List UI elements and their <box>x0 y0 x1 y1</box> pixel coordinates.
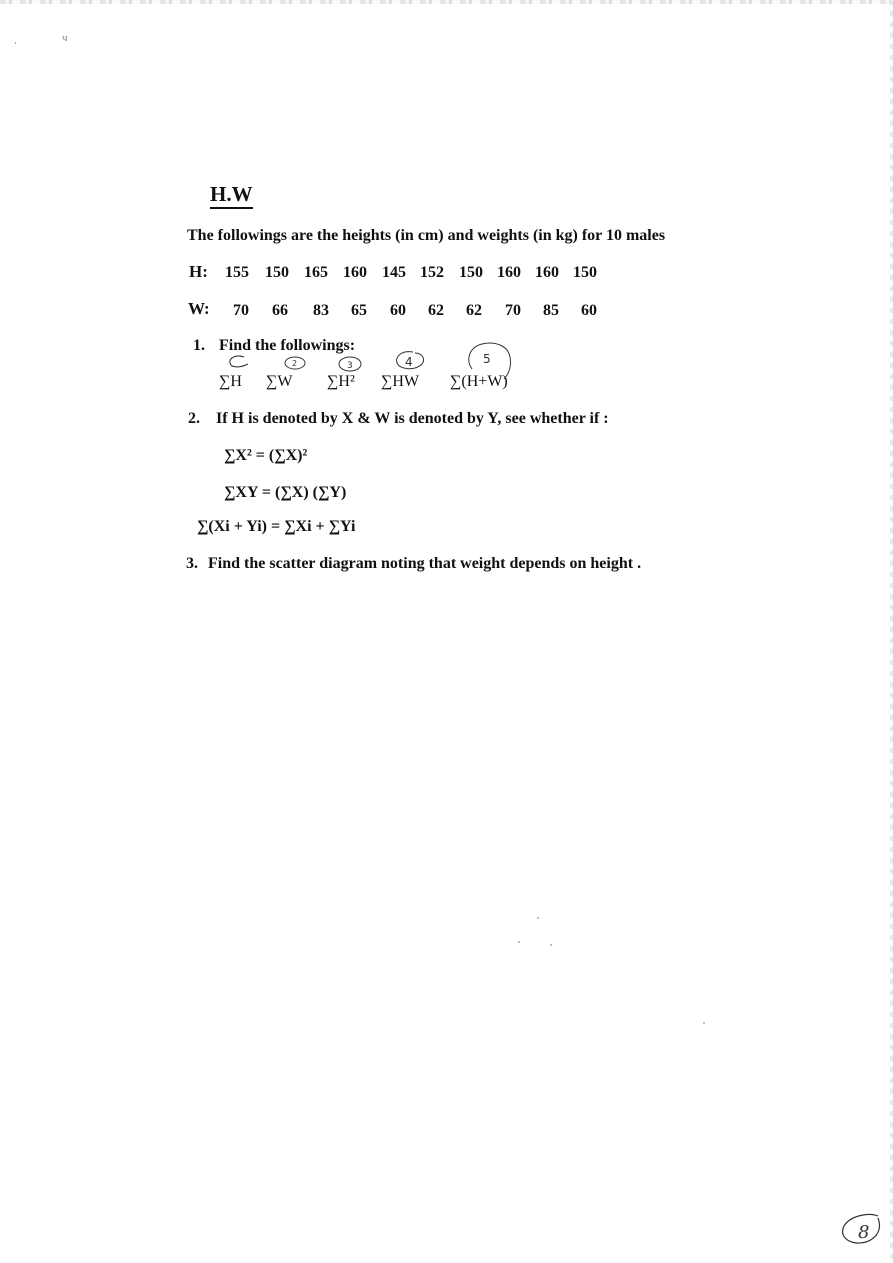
height-value: 160 <box>343 264 367 281</box>
q2-text: If H is denoted by X & W is denoted by Y, see whether if : <box>216 410 609 427</box>
intro-text: The followings are the heights (in cm) and weights (in kg) for 10 males <box>187 227 666 244</box>
height-value: 152 <box>420 264 444 281</box>
handwritten-circle-mark <box>337 355 363 373</box>
handwritten-circle-mark <box>393 349 427 373</box>
scan-edge-top <box>0 0 893 4</box>
weight-value: 62 <box>428 302 444 319</box>
weights-label: W: <box>188 299 210 318</box>
q2-equation-1: ∑X² = (∑X)² <box>224 447 308 464</box>
handwritten-digit: 5 <box>483 352 491 366</box>
heights-label: H: <box>189 262 208 281</box>
weight-value: 83 <box>313 302 329 319</box>
height-value: 150 <box>459 264 483 281</box>
weight-value: 65 <box>351 302 367 319</box>
q2-equation-3: ∑(Xi + Yi) = ∑Xi + ∑Yi <box>197 518 356 535</box>
handwritten-digit: 4 <box>405 355 413 369</box>
handwritten-digit: 3 <box>347 361 353 371</box>
height-value: 160 <box>497 264 521 281</box>
handwritten-page-number: 8 <box>858 1222 870 1243</box>
q1-item-sum-w: ∑W <box>266 373 293 390</box>
q3-number: 3. <box>186 555 198 572</box>
height-value: 150 <box>265 264 289 281</box>
q2-number: 2. <box>188 410 200 427</box>
handwritten-circle-mark <box>226 353 256 371</box>
weight-value: 70 <box>233 302 249 319</box>
weight-value: 60 <box>390 302 406 319</box>
q1-number: 1. <box>193 337 205 354</box>
scan-speck <box>550 944 552 946</box>
weight-value: 62 <box>466 302 482 319</box>
scan-speck: ч <box>62 32 68 44</box>
height-value: 165 <box>304 264 328 281</box>
height-value: 155 <box>225 264 249 281</box>
handwritten-digit: 2 <box>292 359 298 368</box>
page-title: H.W <box>210 182 253 209</box>
height-value: 145 <box>382 264 406 281</box>
scan-speck <box>537 917 539 919</box>
q1-item-sum-h-squared: ∑H² <box>327 373 355 390</box>
handwritten-page-mark <box>838 1210 884 1250</box>
q1-item-sum-h-plus-w: ∑(H+W) <box>450 373 508 390</box>
scan-speck <box>703 1022 705 1024</box>
weight-value: 85 <box>543 302 559 319</box>
q2-equation-2: ∑XY = (∑X) (∑Y) <box>224 484 347 501</box>
weight-value: 60 <box>581 302 597 319</box>
scan-speck <box>518 941 520 943</box>
height-value: 150 <box>573 264 597 281</box>
height-value: 160 <box>535 264 559 281</box>
weight-value: 70 <box>505 302 521 319</box>
weight-value: 66 <box>272 302 288 319</box>
q1-item-sum-hw: ∑HW <box>381 373 420 390</box>
q1-item-sum-h: ∑H <box>219 373 242 390</box>
handwritten-circle-mark <box>283 355 307 371</box>
scan-speck: ‘ <box>14 40 17 50</box>
q3-text: Find the scatter diagram noting that weight depends on height . <box>208 555 642 572</box>
q1-text: Find the followings: <box>219 337 356 354</box>
